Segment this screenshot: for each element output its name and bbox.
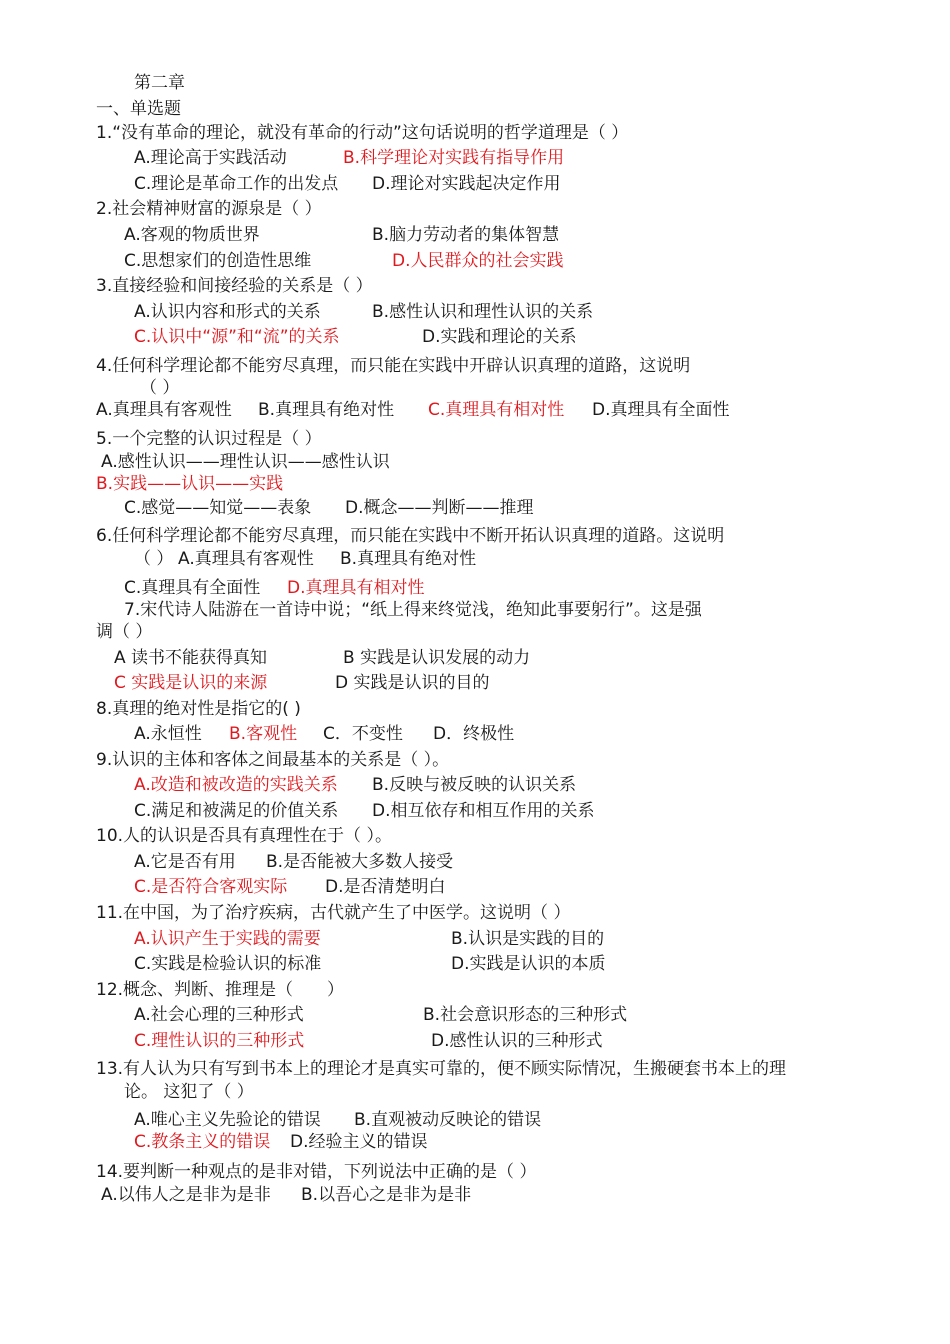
option-7a: A 读书不能获得真知 (114, 648, 268, 668)
option-3d: D.实践和理论的关系 (422, 327, 577, 347)
option-11c: C.实践是检验认识的标准 (134, 954, 322, 974)
option-1c: C.理论是革命工作的出发点 (134, 174, 339, 194)
question-13-cont: 论。 这犯了（ ） (124, 1082, 254, 1102)
option-3c-answer: C.认识中“源”和“流”的关系 (134, 327, 340, 347)
question-3: 3.直接经验和间接经验的关系是（ ） (96, 276, 373, 296)
option-9d: D.相互依存和相互作用的关系 (372, 801, 595, 821)
option-7d: D 实践是认识的目的 (335, 673, 490, 693)
option-5c: C.感觉——知觉——表象 (124, 498, 312, 518)
option-9a-answer: A.改造和被改造的实践关系 (134, 775, 338, 795)
option-2a: A.客观的物质世界 (124, 225, 260, 245)
option-8a: A.永恒性 (134, 724, 202, 744)
option-12c-answer: C.理性认识的三种形式 (134, 1031, 305, 1051)
option-10d: D.是否清楚明白 (325, 877, 446, 897)
option-10b: B.是否能被大多数人接受 (266, 852, 454, 872)
question-5: 5.一个完整的认识过程是（ ） (96, 429, 322, 449)
option-1d: D.理论对实践起决定作用 (372, 174, 561, 194)
option-11d: D.实践是认识的本质 (451, 954, 606, 974)
option-7b: B 实践是认识发展的动力 (343, 648, 531, 668)
question-10: 10.人的认识是否具有真理性在于（ ）。 (96, 826, 392, 846)
question-2: 2.社会精神财富的源泉是（ ） (96, 199, 322, 219)
question-9: 9.认识的主体和客体之间最基本的关系是（ ）。 (96, 750, 450, 770)
option-4b: B.真理具有绝对性 (258, 400, 395, 420)
option-6d-answer: D.真理具有相对性 (287, 578, 425, 598)
option-7c-answer: C 实践是认识的来源 (114, 673, 268, 693)
option-2b: B.脑力劳动者的集体智慧 (372, 225, 560, 245)
option-10c-answer: C.是否符合客观实际 (134, 877, 288, 897)
option-2d-answer: D.人民群众的社会实践 (392, 251, 564, 271)
option-13d: D.经验主义的错误 (290, 1132, 428, 1152)
option-10a: A.它是否有用 (134, 852, 236, 872)
option-14a: A.以伟人之是非为是非 (101, 1185, 271, 1205)
option-12a: A.社会心理的三种形式 (134, 1005, 304, 1025)
option-1b-answer: B.科学理论对实践有指导作用 (343, 148, 565, 168)
option-8b-answer: B.客观性 (229, 724, 298, 744)
option-4d: D.真理具有全面性 (592, 400, 730, 420)
option-4c-answer: C.真理具有相对性 (428, 400, 565, 420)
option-9c: C.满足和被满足的价值关系 (134, 801, 339, 821)
chapter-title: 第二章 (134, 73, 185, 93)
option-5d: D.概念——判断——推理 (345, 498, 534, 518)
question-6-blank: （ ） (134, 549, 174, 569)
option-3b: B.感性认识和理性认识的关系 (372, 302, 594, 322)
option-13b: B.直观被动反映论的错误 (354, 1110, 542, 1130)
option-5a: A.感性认识——理性认识——感性认识 (101, 452, 390, 472)
question-12: 12.概念、判断、推理是（ ） (96, 980, 345, 1000)
option-12d: D.感性认识的三种形式 (431, 1031, 603, 1051)
option-8d: D．终极性 (433, 724, 515, 744)
question-7: 7.宋代诗人陆游在一首诗中说；“纸上得来终觉浅，绝知此事要躬行”。这是强 (124, 600, 702, 620)
question-11: 11.在中国，为了治疗疾病，古代就产生了中医学。这说明（ ） (96, 903, 571, 923)
question-1: 1.“没有革命的理论，就没有革命的行动”这句话说明的哲学道理是（ ） (96, 123, 629, 143)
option-6c: C.真理具有全面性 (124, 578, 261, 598)
option-13a: A.唯心主义先验论的错误 (134, 1110, 321, 1130)
question-13: 13.有人认为只有写到书本上的理论才是真实可靠的，便不顾实际情况，生搬硬套书本上的理 (96, 1059, 787, 1079)
question-7-cont: 调（ ） (96, 622, 153, 642)
option-11b: B.认识是实践的目的 (451, 929, 605, 949)
option-1a: A.理论高于实践活动 (134, 148, 287, 168)
option-6a: A.真理具有客观性 (178, 549, 314, 569)
question-6: 6.任何科学理论都不能穷尽真理，而只能在实践中不断开拓认识真理的道路。这说明 (96, 526, 725, 546)
option-14b: B.以吾心之是非为是非 (301, 1185, 472, 1205)
question-4: 4.任何科学理论都不能穷尽真理，而只能在实践中开辟认识真理的道路，这说明 (96, 356, 691, 376)
option-11a-answer: A.认识产生于实践的需要 (134, 929, 321, 949)
option-9b: B.反映与被反映的认识关系 (372, 775, 577, 795)
option-3a: A.认识内容和形式的关系 (134, 302, 321, 322)
option-12b: B.社会意识形态的三种形式 (423, 1005, 628, 1025)
option-2c: C.思想家们的创造性思维 (124, 251, 312, 271)
option-5b-answer: B.实践——认识——实践 (96, 474, 284, 494)
option-6b: B.真理具有绝对性 (340, 549, 477, 569)
question-4-blank: （ ） (140, 378, 180, 398)
option-4a: A.真理具有客观性 (96, 400, 232, 420)
section-title: 一、单选题 (96, 99, 181, 119)
question-8: 8.真理的绝对性是指它的( ) (96, 699, 301, 719)
option-8c: C．不变性 (323, 724, 403, 744)
question-14: 14.要判断一种观点的是非对错，下列说法中正确的是（ ） (96, 1162, 537, 1182)
option-13c-answer: C.教条主义的错误 (134, 1132, 271, 1152)
